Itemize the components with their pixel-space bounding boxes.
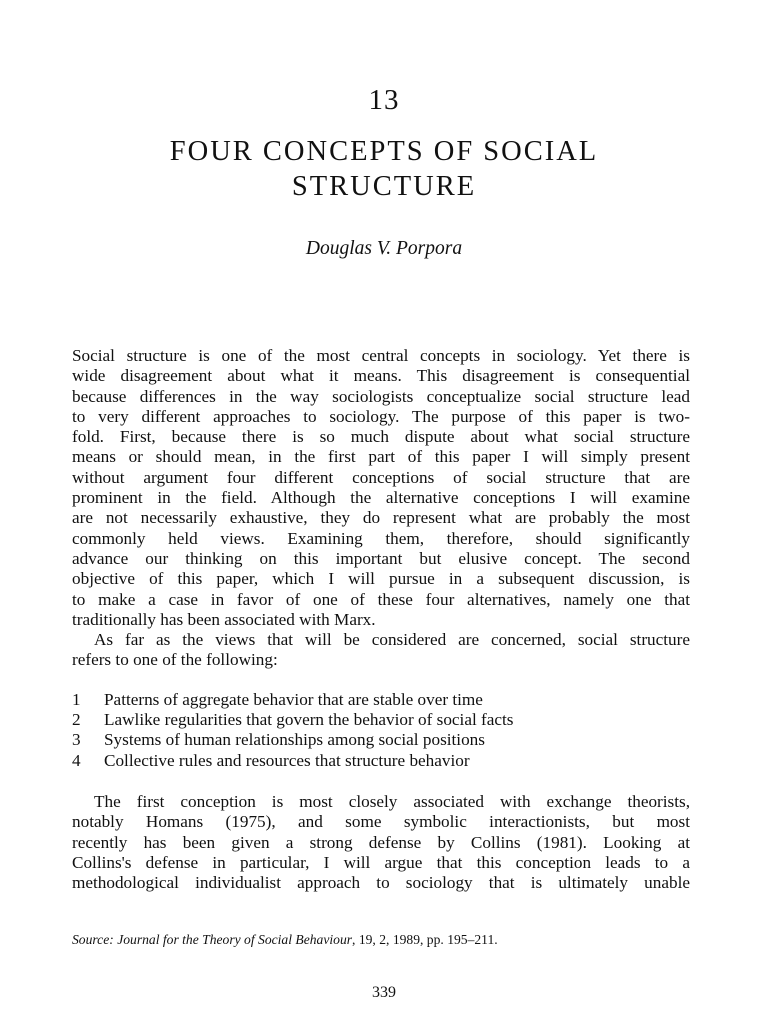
list-item-text: Lawlike regularities that govern the behavior of social facts [104, 710, 514, 730]
list-item-number: 1 [72, 690, 81, 709]
text-line: commonly held views. Examining them, therefore, should significantly [72, 528, 690, 548]
text-line: to make a case in favor of one of these four alternatives, namely one that [72, 589, 690, 609]
text-line: advance our thinking on this important but elusive concept. The second [72, 548, 690, 568]
text-line: to very different approaches to sociology. The purpose of this paper is two- [72, 406, 690, 426]
text-line: The first conception is most closely associated with exchange theorists, [94, 792, 690, 811]
chapter-title [60, 134, 708, 204]
source-label: Source: [72, 932, 114, 947]
list-item [72, 690, 690, 710]
list-item-text: Collective rules and resources that structure behavior [104, 750, 470, 770]
chapter-title-line-2: STRUCTURE [291, 171, 477, 202]
text-line: Collins's defense in particular, I will argue that this conception leads to a [72, 852, 690, 872]
source-details: , 19, 2, 1989, pp. 195–211. [352, 932, 498, 947]
list-item [72, 730, 690, 750]
chapter-title-line-1: FOUR CONCEPTS OF SOCIAL [169, 136, 599, 167]
text-line: without argument four different conceptions of social structure that are [72, 467, 690, 487]
author-name: Douglas V. Porpora [305, 238, 463, 259]
list-item [72, 710, 690, 730]
text-line: traditionally has been associated with Marx. [72, 609, 376, 629]
text-line: As far as the views that will be considered are concerned, social structure [94, 630, 690, 650]
text-line: prominent in the field. Although the alternative conceptions I will examine [72, 488, 690, 508]
text-line: recently has been given a strong defense by Collins (1981). Looking at [72, 832, 690, 852]
list-item-number: 3 [72, 730, 81, 750]
page-number: 339 [372, 984, 396, 1001]
source-journal: Journal for the Theory of Social Behaviour [117, 932, 353, 947]
list-item-number: 2 [72, 710, 81, 730]
chapter-number: 13 [368, 84, 400, 116]
text-line: Social structure is one of the most central concepts in sociology. Yet there is [72, 346, 690, 365]
list-item [72, 751, 690, 771]
text-line: are not necessarily exhaustive, they do represent what are probably the most [72, 508, 690, 528]
numbered-list [72, 690, 690, 771]
source-citation [72, 932, 498, 948]
list-item-number: 4 [72, 750, 81, 770]
text-line: refers to one of the following: [72, 650, 278, 670]
text-line: notably Homans (1975), and some symbolic interactionists, but most [72, 812, 690, 832]
text-line: fold. First, because there is so much dispute about what social structure [72, 427, 690, 447]
body-paragraphs [72, 346, 690, 671]
text-line: wide disagreement about what it means. This disagreement is consequential [72, 366, 690, 386]
text-line: methodological individualist approach to sociology that is ultimately unable [72, 873, 690, 893]
body-paragraph-continued [72, 792, 690, 893]
text-line: means or should mean, in the first part of this paper I will simply present [72, 447, 690, 467]
text-line: because differences in the way sociologists conceptualize social structure lead [72, 386, 690, 406]
list-item-text: Systems of human relationships among social positions [104, 730, 485, 750]
list-item-text: Patterns of aggregate behavior that are stable over time [104, 690, 483, 709]
text-line: objective of this paper, which I will pursue in a subsequent discussion, is [72, 569, 690, 589]
